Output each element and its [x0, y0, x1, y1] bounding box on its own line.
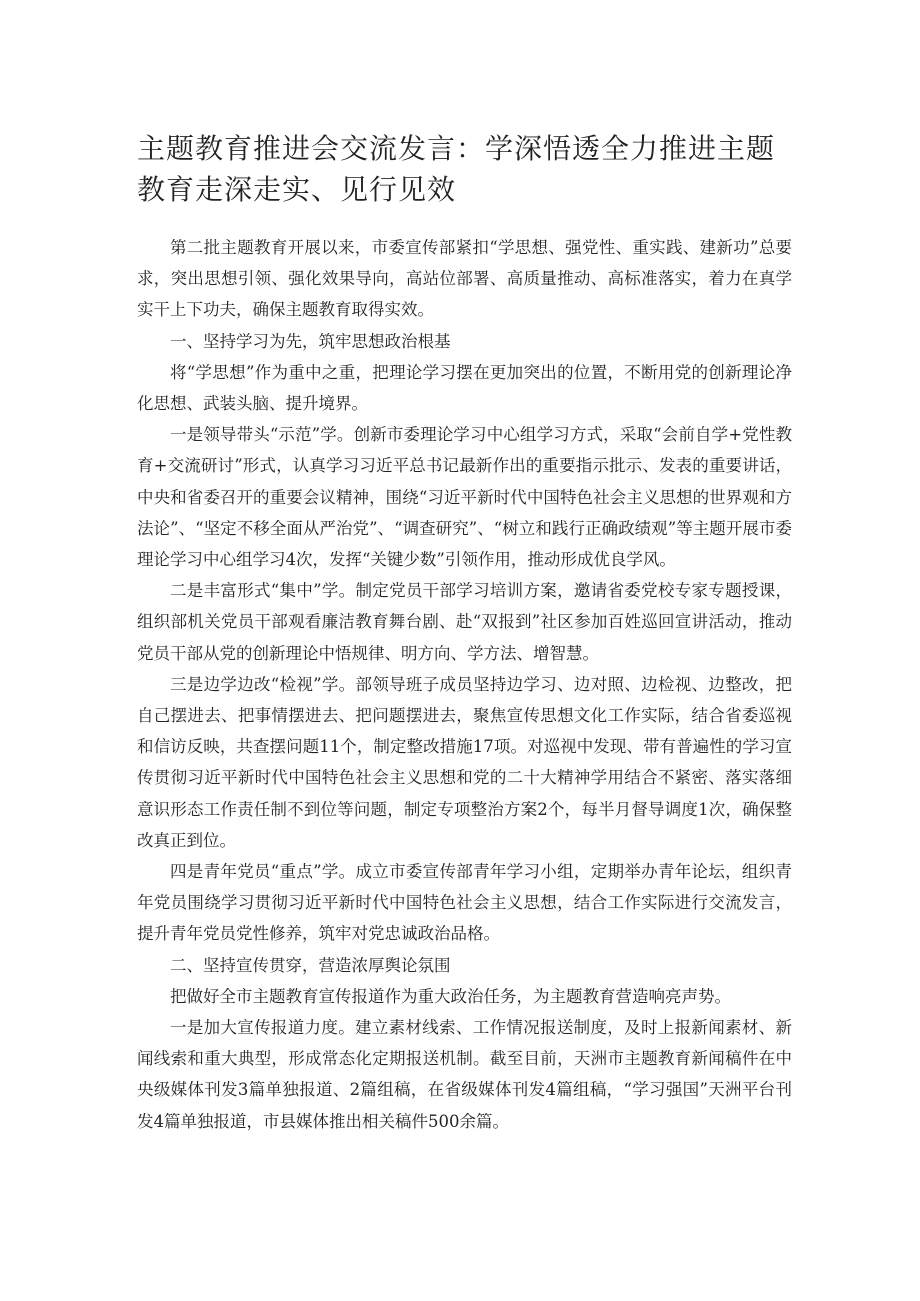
paragraph-item-2: 二是丰富形式“集中”学。制定党员干部学习培训方案，邀请省委党校专家专题授课，组织部机关党员干部观看廉洁教育舞台剧、赴“双报到”社区参加百姓巡回宣讲活动，推动党员干部从党的创新理论中悟规律、明方向、学方法、增智慧。 — [137, 581, 792, 663]
paragraph-section-2-intro: 把做好全市主题教育宣传报道作为重大政治任务，为主题教育营造响亮声势。 — [170, 986, 731, 1006]
document-title: 主题教育推进会交流发言：学深悟透全力推进主题教育走深走实、见行见效 — [137, 132, 776, 206]
paragraph-section-2-item-1: 一是加大宣传报道力度。建立素材线索、工作情况报送制度，及时上报新闻素材、新闻线索和重大典型，形成常态化定期报送机制。截至目前，天洲市主题教育新闻稿件在中央级媒体刊发3篇单独报道、2篇组稿，在省级媒体刊发4篇组稿，“学习强国”天洲平台刊发4篇单独报道，市县媒体推出相关稿件500余篇。 — [137, 1018, 792, 1131]
section-heading-2: 二、坚持宣传贯穿，营造浓厚舆论氛围 — [170, 955, 451, 975]
paragraph-intro: 第二批主题教育开展以来，市委宣传部紧扣“学思想、强党性、重实践、建新功”总要求，突出思想引领、强化效果导向，高站位部署、高质量推动、高标准落实，着力在真学实干上下功夫，确保主题教育取得实效。 — [137, 238, 792, 320]
document-body — [137, 232, 792, 1137]
paragraph-item-4: 四是青年党员“重点”学。成立市委宣传部青年学习小组，定期举办青年论坛，组织青年党员围绕学习贯彻习近平新时代中国特色社会主义思想，结合工作实际进行交流发言，提升青年党员党性修养，筑牢对党忠诚政治品格。 — [137, 862, 792, 944]
section-heading-1: 一、坚持学习为先，筑牢思想政治根基 — [170, 331, 451, 351]
paragraph-item-3: 三是边学边改“检视”学。部领导班子成员坚持边学习、边对照、边检视、边整改，把自己摆进去、把事情摆进去、把问题摆进去，聚焦宣传思想文化工作实际，结合省委巡视和信访反映，共查摆问题11个，制定整改措施17项。对巡视中发现、带有普遍性的学习宣传贯彻习近平新时代中国特色社会主义思想和党的二十大精神学用结合不紧密、落实落细意识形态工作责任制不到位等问题，制定专项整治方案2个，每半月督导调度1次，确保整改真正到位。 — [137, 674, 792, 850]
paragraph-item-1: 一是领导带头“示范”学。创新市委理论学习中心组学习方式，采取“会前自学+党性教育+交流研讨”形式，认真学习习近平总书记最新作出的重要指示批示、发表的重要讲话，中央和省委召开的重要会议精神，围绕“习近平新时代中国特色社会主义思想的世界观和方法论”、“坚定不移全面从严治党”、“调查研究”、“树立和践行正确政绩观”等主题开展市委理论学习中心组学习4次，发挥“关键少数”引领作用，推动形成优良学风。 — [137, 425, 792, 570]
paragraph-section-1-intro: 将“学思想”作为重中之重，把理论学习摆在更加突出的位置，不断用党的创新理论净化思想、武装头脑、提升境界。 — [137, 362, 792, 414]
